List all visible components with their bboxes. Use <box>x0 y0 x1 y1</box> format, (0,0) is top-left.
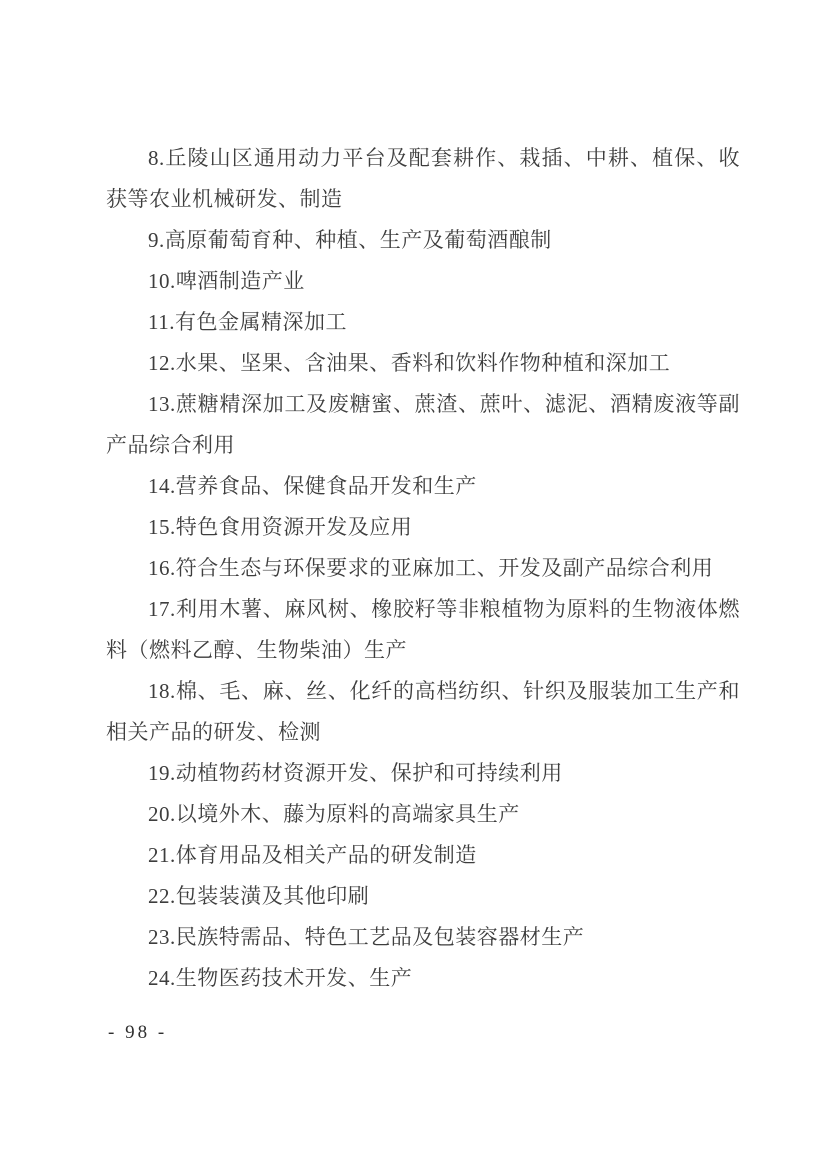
list-item: 9.高原葡萄育种、种植、生产及葡萄酒酿制 <box>148 228 552 252</box>
list-item: 15.特色食用资源开发及应用 <box>148 515 413 539</box>
list-item: 12.水果、坚果、含油果、香料和饮料作物种植和深加工 <box>148 351 671 375</box>
list-item: 10.啤酒制造产业 <box>148 269 305 293</box>
list-item: 23.民族特需品、特色工艺品及包装容器材生产 <box>148 925 585 949</box>
list-item: 18.棉、毛、麻、丝、化纤的高档纺织、针织及服装加工生产和相关产品的研发、检测 <box>106 679 740 744</box>
list-item: 20.以境外木、藤为原料的高端家具生产 <box>148 802 520 826</box>
list-item: 19.动植物药材资源开发、保护和可持续利用 <box>148 761 563 785</box>
list-item: 24.生物医药技术开发、生产 <box>148 966 413 990</box>
page-number: - 98 - <box>108 1022 168 1043</box>
numbered-list <box>106 138 740 999</box>
list-item: 21.体育用品及相关产品的研发制造 <box>148 843 477 867</box>
list-item: 13.蔗糖精深加工及废糖蜜、蔗渣、蔗叶、滤泥、酒精废液等副产品综合利用 <box>106 392 740 457</box>
list-item: 16.符合生态与环保要求的亚麻加工、开发及副产品综合利用 <box>148 556 714 580</box>
list-item: 17.利用木薯、麻风树、橡胶籽等非粮植物为原料的生物液体燃料（燃料乙醇、生物柴油）生产 <box>106 597 740 662</box>
list-item: 22.包装装潢及其他印刷 <box>148 884 370 908</box>
list-item: 11.有色金属精深加工 <box>148 310 347 334</box>
list-item: 8.丘陵山区通用动力平台及配套耕作、栽插、中耕、植保、收获等农业机械研发、制造 <box>106 146 740 211</box>
list-item: 14.营养食品、保健食品开发和生产 <box>148 474 477 498</box>
